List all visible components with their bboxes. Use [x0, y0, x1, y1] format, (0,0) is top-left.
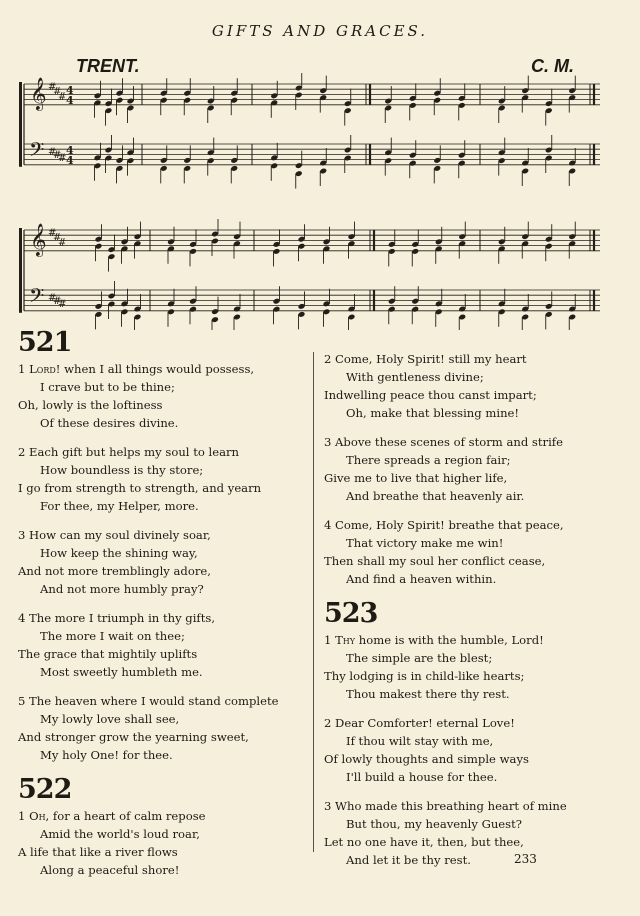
stanza	[324, 714, 624, 786]
time-signature: 4	[66, 154, 74, 167]
treble-clef: 𝄞	[30, 77, 47, 110]
verse-line: Along a peaceful shore!	[40, 863, 180, 877]
bass-clef: 𝄢	[29, 138, 45, 166]
verse-line-first: 2 Each gift but helps my soul to learn	[18, 445, 240, 459]
bass-clef: 𝄢	[29, 284, 45, 312]
verse-line-first: I go from strength to strength, and yearn	[18, 481, 262, 495]
verse-line-first: Give me to live that higher life,	[324, 471, 508, 485]
verse-line: How boundless is thy store;	[40, 463, 204, 477]
verse-line-first: 5 The heaven where I would stand complete	[18, 694, 279, 708]
verse-line-first: Let no one have it, then, but thee,	[324, 835, 524, 849]
stanza	[18, 807, 310, 879]
verse-line-first: 2 Dear Comforter! eternal Love!	[324, 716, 515, 730]
time-signature: 4	[66, 144, 74, 157]
verse-line: If thou wilt stay with me,	[346, 734, 494, 748]
verse-line: Oh, make that blessing mine!	[346, 406, 520, 420]
key-sharp: #	[53, 150, 62, 161]
verse-line: My lowly love shall see,	[40, 712, 180, 726]
verse-line-first: 4 Come, Holy Spirit! breathe that peace,	[324, 518, 564, 532]
stanza	[18, 692, 310, 764]
right-column	[324, 350, 624, 880]
verse-line-first: 3 Who made this breathing heart of mine	[324, 799, 567, 813]
page-header: GIFTS AND GRACES.	[211, 22, 429, 40]
verse-line-first: 1 Oh, for a heart of calm repose	[18, 809, 206, 823]
verse-line: Of these desires divine.	[40, 416, 179, 430]
stanza	[18, 609, 310, 681]
verse-line: That victory make me win!	[346, 536, 504, 550]
verse-line-first: Thy lodging is in child-like hearts;	[324, 669, 525, 683]
stanza	[324, 631, 624, 703]
verse-line: For thee, my Helper, more.	[40, 499, 199, 513]
stanza	[324, 433, 624, 505]
treble-clef: 𝄞	[30, 223, 47, 256]
verse-line: The simple are the blest;	[346, 651, 493, 665]
stanza	[18, 360, 310, 432]
key-sharp: #	[48, 228, 57, 239]
verse-line-first: Then shall my soul her conflict cease,	[324, 554, 546, 568]
verse-line: Thou makest there thy rest.	[346, 687, 510, 701]
time-signature: 4	[66, 94, 74, 107]
verse-line-first: 4 The more I triumph in thy gifts,	[18, 611, 216, 625]
verse-line: But thou, my heavenly Guest?	[346, 817, 522, 831]
verse-line: The more I wait on thee;	[40, 629, 185, 643]
key-sharp: #	[48, 293, 57, 304]
verse-line: And find a heaven within.	[346, 572, 497, 586]
page-number: 233	[514, 852, 537, 866]
stanza	[324, 350, 624, 422]
stanza	[324, 516, 624, 588]
key-sharp: #	[53, 232, 62, 244]
key-sharp: #	[53, 296, 62, 307]
verse-line: I crave but to be thine;	[40, 380, 175, 394]
hymn-number: 521	[18, 327, 72, 358]
verse-line: And let it be thy rest.	[346, 853, 471, 867]
verse-line: My holy One! for thee.	[40, 748, 173, 762]
key-sharp: #	[58, 299, 67, 310]
verse-line-first: Of lowly thoughts and simple ways	[324, 752, 529, 766]
tune-name: TRENT.	[76, 56, 140, 76]
verse-line-first: And not more tremblingly adore,	[18, 564, 211, 578]
key-sharp: #	[58, 153, 67, 164]
verse-line-first: 3 Above these scenes of storm and strife	[324, 435, 563, 449]
verse-line: And not more humbly pray?	[40, 582, 204, 596]
verse-line-first: A life that like a river flows	[18, 845, 178, 859]
verse-line-first: And stronger grow the yearning sweet,	[18, 730, 249, 744]
verse-line-first: 3 How can my soul divinely soar,	[18, 528, 211, 542]
time-signature: 4	[66, 84, 74, 97]
verse-line: I'll build a house for thee.	[346, 770, 498, 784]
key-sharp: #	[53, 86, 62, 98]
key-sharp: #	[58, 91, 67, 103]
brace	[19, 228, 22, 313]
verse-line: With gentleness divine;	[346, 370, 484, 384]
verse-line: Amid the world's loud roar,	[40, 827, 200, 841]
key-sharp: #	[48, 147, 57, 158]
key-sharp: #	[48, 82, 57, 93]
verse-line-first: 1 Thy home is with the humble, Lord!	[324, 633, 544, 647]
verse-line-first: 2 Come, Holy Spirit! still my heart	[324, 352, 527, 366]
column-divider	[313, 352, 314, 852]
verse-line: There spreads a region fair;	[346, 453, 511, 467]
verse-line: Most sweetly humbleth me.	[40, 665, 203, 679]
verse-line-first: 1 Lord! when I all things would possess,	[18, 362, 255, 376]
verse-line: And breathe that heavenly air.	[346, 489, 525, 503]
verse-line-first: Indwelling peace thou canst impart;	[324, 388, 537, 402]
music-score	[0, 0, 640, 330]
left-column	[18, 328, 310, 890]
stanza	[18, 526, 310, 598]
stanza	[18, 443, 310, 515]
brace	[19, 82, 22, 167]
verse-line-first: Oh, lowly is the loftiness	[18, 398, 163, 412]
hymn-number: 522	[18, 774, 72, 805]
key-sharp: #	[58, 237, 67, 249]
stanza	[324, 797, 624, 869]
tune-meter: C. M.	[531, 56, 574, 76]
hymn-number: 523	[324, 598, 378, 629]
verse-line: How keep the shining way,	[40, 546, 198, 560]
verse-line-first: The grace that mightily uplifts	[18, 647, 198, 661]
